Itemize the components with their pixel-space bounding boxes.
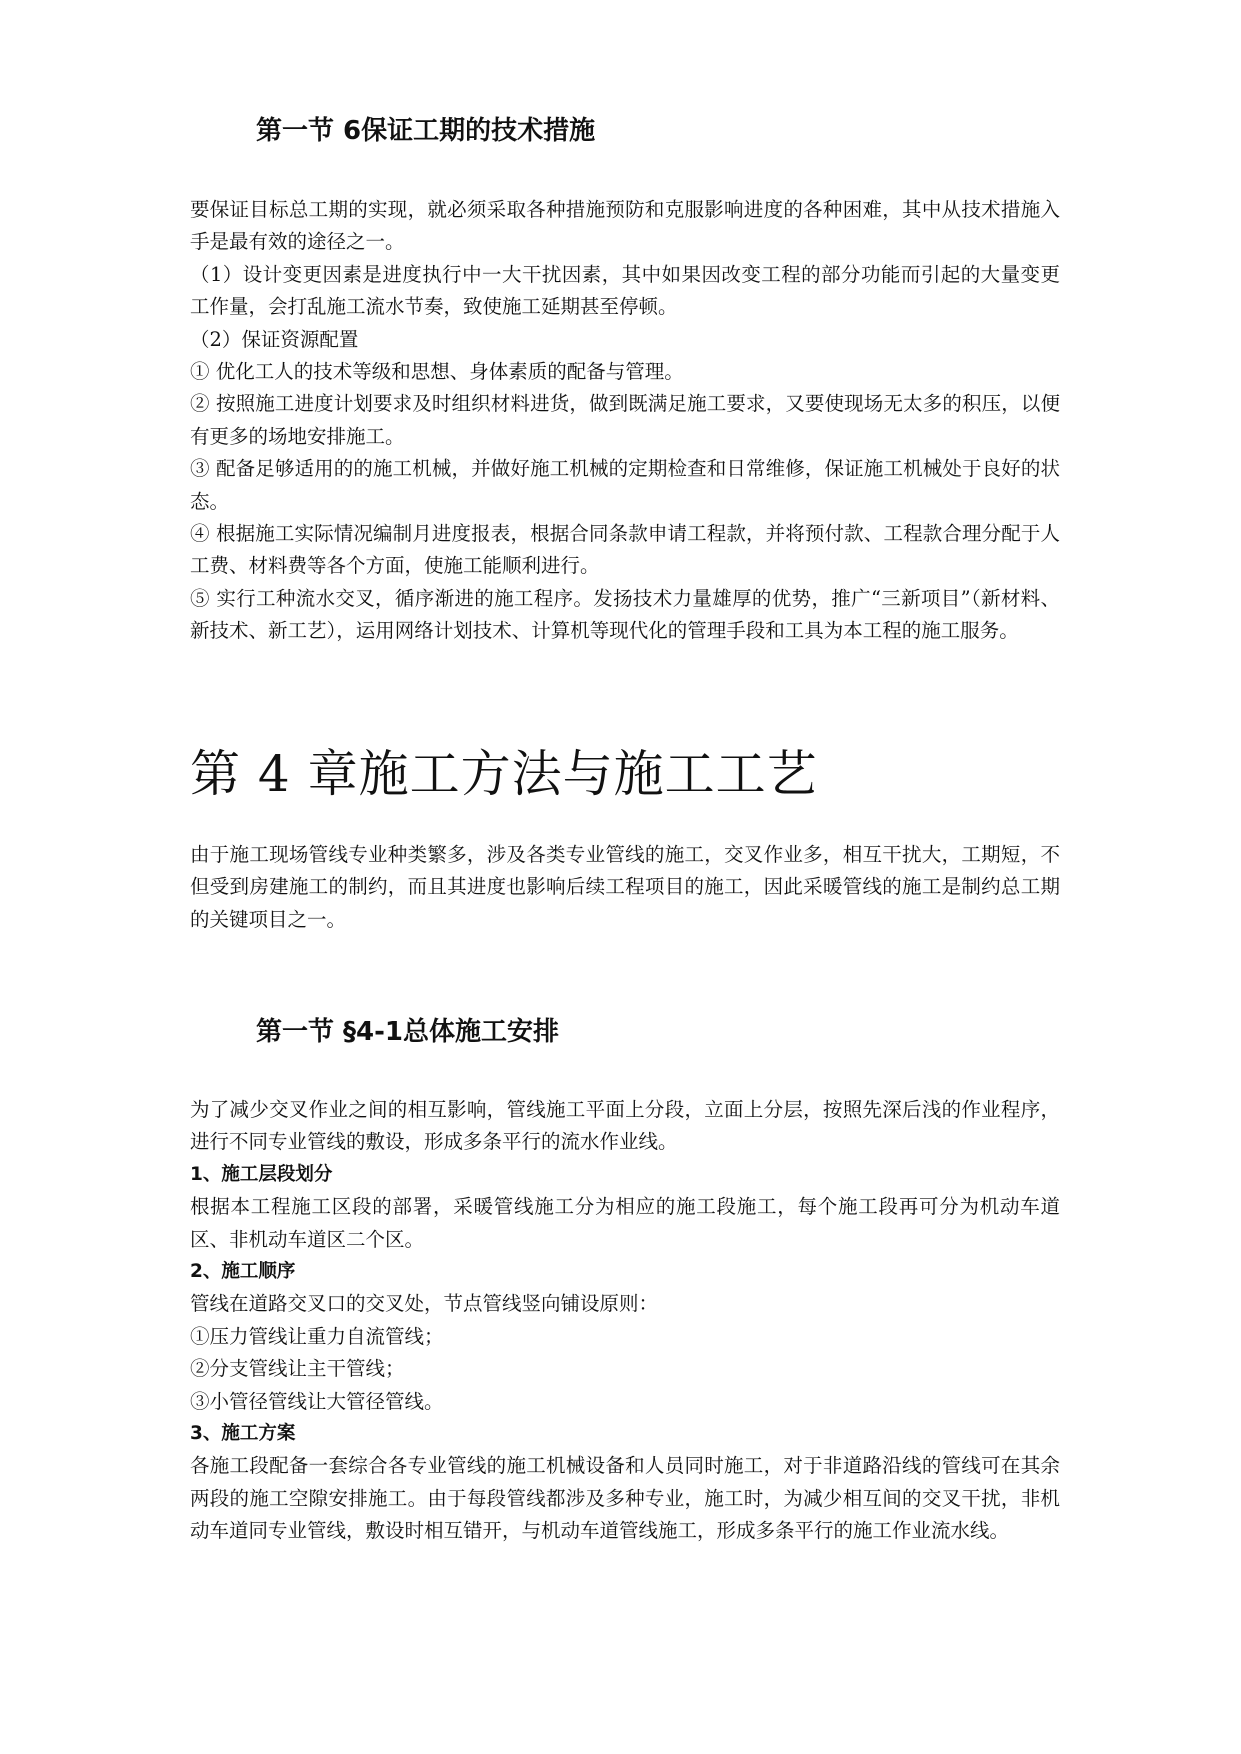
paragraph: 根据本工程施工区段的部署，采暖管线施工分为相应的施工段施工，每个施工段再可分为机动车道区、非机动车道区二个区。 xyxy=(190,1195,1060,1251)
chapter-intro xyxy=(190,839,1060,936)
subheading: 2、施工顺序 xyxy=(190,1261,296,1283)
list-item: ⑤ 实行工种流水交叉，循序渐进的施工程序。发扬技术力量雄厚的优势，推广“三新项目”（新材料、新技术、新工艺），运用网络计划技术、计算机等现代化的管理手段和工具为本工程的施工服务。 xyxy=(190,586,1060,643)
list-item: ①压力管线让重力自流管线； xyxy=(190,1324,444,1348)
chapter-title: 第 4 章施工方法与施工工艺 xyxy=(190,745,818,803)
list-item: ④ 根据施工实际情况编制月进度报表，根据合同条款申请工程款，并将预付款、工程款合理分配于人工费、材料费等各个方面，使施工能顺利进行。 xyxy=(190,522,1060,578)
list-item: ① 优化工人的技术等级和思想、身体素质的配备与管理。 xyxy=(190,360,684,384)
list-item: ③小管径管线让大管径管线。 xyxy=(190,1389,444,1413)
list-item: ③ 配备足够适用的的施工机械，并做好施工机械的定期检查和日常维修，保证施工机械处于良好的状态。 xyxy=(190,457,1060,513)
section-body xyxy=(190,194,1060,648)
section-body xyxy=(190,1094,1060,1548)
paragraph: 为了减少交叉作业之间的相互影响，管线施工平面上分段，立面上分层，按照先深后浅的作业程序，进行不同专业管线的敷设，形成多条平行的流水作业线。 xyxy=(190,1098,1060,1154)
subheading: 1、施工层段划分 xyxy=(190,1163,333,1185)
subheading: 3、施工方案 xyxy=(190,1423,296,1445)
paragraph: 管线在道路交叉口的交叉处，节点管线竖向铺设原则： xyxy=(190,1292,659,1316)
paragraph: 各施工段配备一套综合各专业管线的施工机械设备和人员同时施工，对于非道路沿线的管线可在其余两段的施工空隙安排施工。由于每段管线都涉及多种专业，施工时，为减少相互间的交叉干扰，非机动车道同专业管线，敷设时相互错开，与机动车道管线施工，形成多条平行的施工作业流水线。 xyxy=(190,1454,1060,1543)
list-item: ②分支管线让主干管线； xyxy=(190,1357,405,1381)
paragraph: （2）保证资源配置 xyxy=(190,327,359,351)
list-item: ② 按照施工进度计划要求及时组织材料进货，做到既满足施工要求，又要使现场无太多的积压，以便有更多的场地安排施工。 xyxy=(190,392,1060,448)
paragraph: 由于施工现场管线专业种类繁多，涉及各类专业管线的施工，交叉作业多，相互干扰大，工期短，不但受到房建施工的制约，而且其进度也影响后续工程项目的施工，因此采暖管线的施工是制约总工期的关键项目之一。 xyxy=(190,843,1060,931)
section-title: 第一节 6保证工期的技术措施 xyxy=(256,116,596,146)
paragraph: （1）设计变更因素是进度执行中一大干扰因素，其中如果因改变工程的部分功能而引起的大量变更工作量，会打乱施工流水节奏，致使施工延期甚至停顿。 xyxy=(190,262,1060,319)
paragraph: 要保证目标总工期的实现，就必须采取各种措施预防和克服影响进度的各种困难，其中从技术措施入手是最有效的途径之一。 xyxy=(190,198,1060,254)
section-title: 第一节 §4-1总体施工安排 xyxy=(256,1017,560,1047)
